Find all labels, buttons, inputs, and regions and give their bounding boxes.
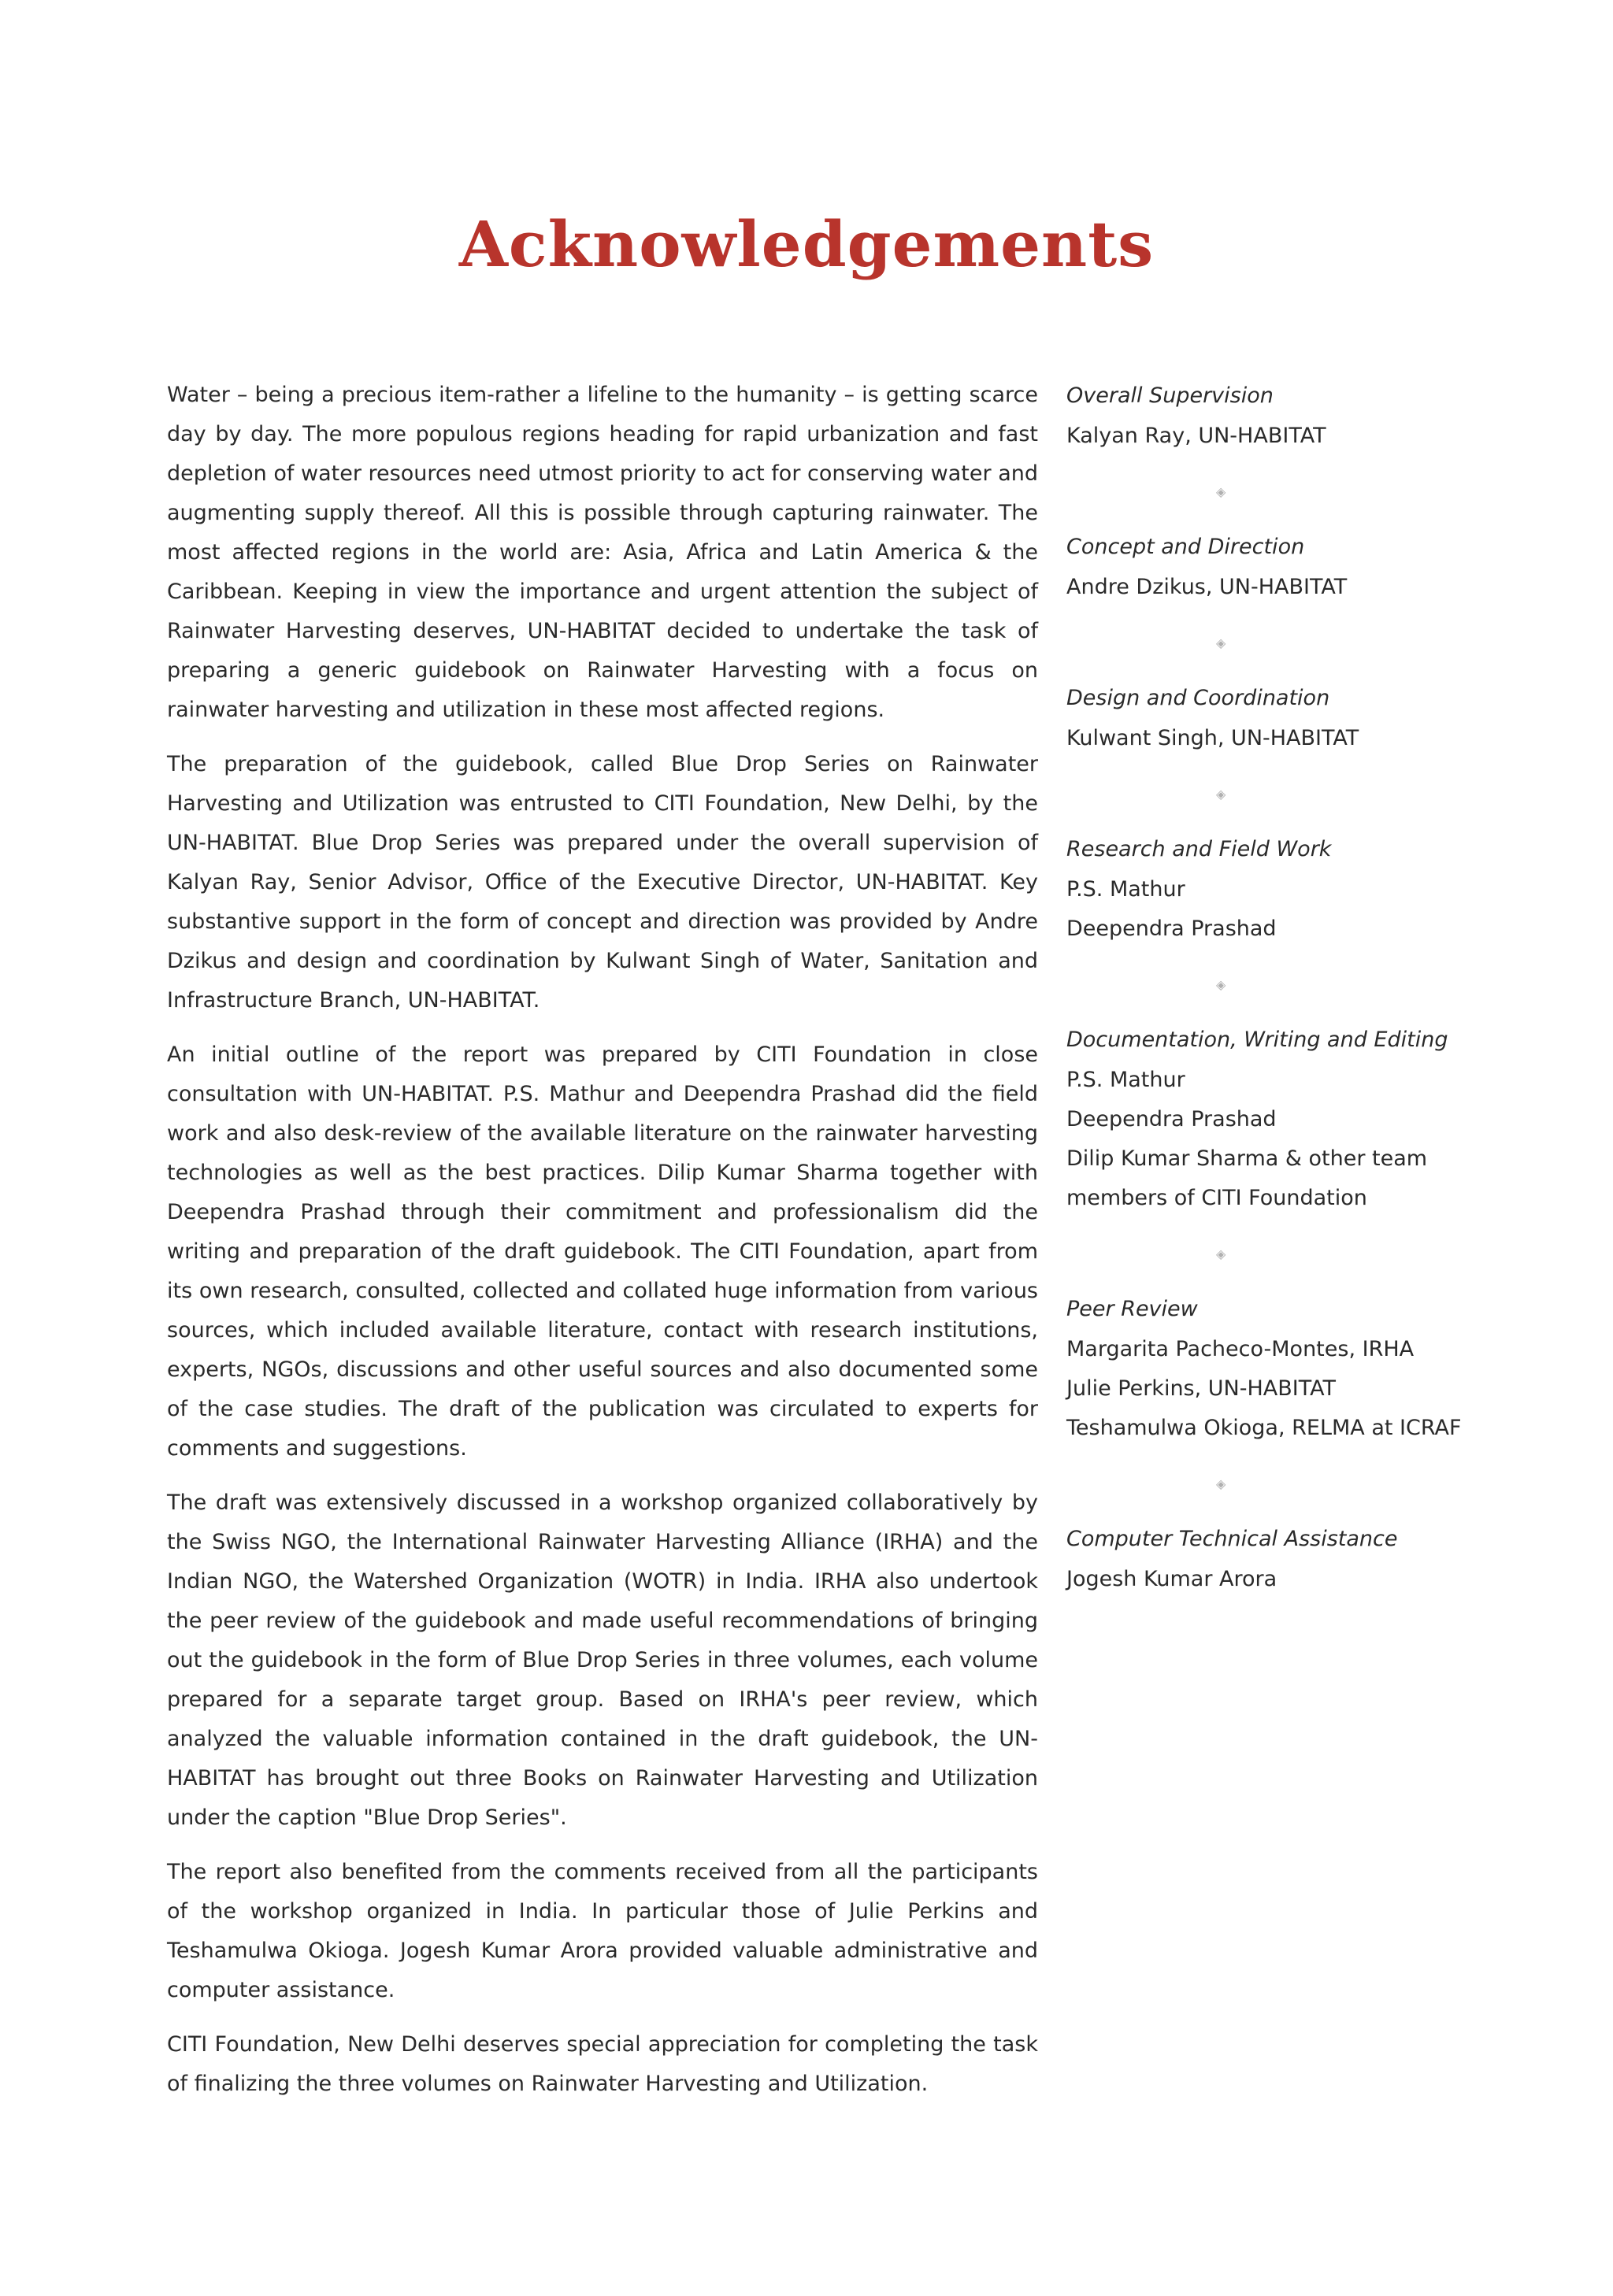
separator-ornament [1066,1218,1492,1289]
credit-name: Kalyan Ray, UN-HABITAT [1066,424,1326,448]
credit-name: Jogesh Kumar Arora [1066,1567,1277,1591]
credit-name: Deependra Prashad [1066,1107,1277,1131]
credit-name: Teshamulwa Okioga, RELMA at ICRAF [1066,1416,1462,1440]
paragraph: CITI Foundation, New Delhi deserves special appreciation for completing the task of finalizing the three volumes on Rainwater Harvesting and Utilization. [167,2032,1038,2096]
paragraph: Water – being a precious item-rather a lifeline to the humanity – is getting scarce day by day. The more populous regions heading for rapid urbanization and fast depletion of water resources need utmost priority to act for conserving water and augmenting supply thereof. All this is possible through capturing rainwater. The most affected regions in the world are: Asia, Africa and Latin America & the Caribbean. Keeping in view the importance and urgent attention the subject of Rainwater Harvesting deserves, UN-HABITAT decided to undertake the task of preparing a generic guidebook on Rainwater Harvesting with a focus on rainwater harvesting and utilization in these most affected regions. [167,383,1038,722]
credit-role: Overall Supervision [1066,383,1274,408]
credit-name: Dilip Kumar Sharma & other team members of CITI Foundation [1066,1146,1428,1210]
credits-sidebar [1066,376,1492,1599]
credit-name: P.S. Mathur [1066,1068,1185,1092]
diamond-icon: ◈ [1216,635,1226,650]
separator-ornament [1066,758,1492,829]
credit-role: Peer Review [1066,1297,1198,1321]
credit-group [1066,1519,1492,1599]
separator-ornament [1066,456,1492,527]
diamond-icon: ◈ [1216,786,1226,802]
credit-role: Computer Technical Assistance [1066,1527,1398,1551]
paragraph: The report also benefited from the comments received from all the participants of the workshop organized in India. In particular those of Julie Perkins and Teshamulwa Okioga. Jogesh Kumar Arora provided valuable administrative and computer assistance. [167,1860,1038,2002]
credit-name: Deependra Prashad [1066,917,1277,941]
body-text [167,376,1038,2119]
credit-name: Andre Dzikus, UN-HABITAT [1066,575,1348,599]
separator-ornament [1066,607,1492,678]
credit-name: Julie Perkins, UN-HABITAT [1066,1376,1337,1401]
diamond-icon: ◈ [1216,976,1226,992]
paragraph: An initial outline of the report was prepared by CITI Foundation in close consultation with UN-HABITAT. P.S. Mathur and Deependra Prashad did the field work and also desk-review of the available literature on the rainwater harvesting technologies as well as the best practices. Dilip Kumar Sharma together with Deependra Prashad through their commitment and professionalism did the writing and preparation of the draft guidebook. The CITI Foundation, apart from its own research, consulted, collected and collated huge information from various sources, which included available literature, contact with research institutions, experts, NGOs, discussions and other useful sources and also documented some of the case studies. The draft of the publication was circulated to experts for comments and suggestions. [167,1042,1038,1461]
diamond-icon: ◈ [1216,1476,1226,1491]
credit-role: Documentation, Writing and Editing [1066,1028,1448,1052]
credit-role: Concept and Direction [1066,535,1305,559]
credit-group [1066,376,1492,456]
credit-group [1066,829,1492,949]
credit-group [1066,1020,1492,1218]
paragraph: The draft was extensively discussed in a workshop organized collaboratively by the Swiss NGO, the International Rainwater Harvesting Alliance (IRHA) and the Indian NGO, the Watershed Organization (WOTR) in India. IRHA also undertook the peer review of the guidebook and made useful recommendations of bringing out the guidebook in the form of Blue Drop Series in three volumes, each volume prepared for a separate target group. Based on IRHA's peer review, which analyzed the valuable information contained in the draft guidebook, the UN-HABITAT has brought out three Books on Rainwater Harvesting and Utilization under the caption "Blue Drop Series". [167,1491,1038,1830]
credit-role: Research and Field Work [1066,837,1332,861]
page-title: Acknowledgements [458,207,1155,281]
credit-name: P.S. Mathur [1066,877,1185,902]
credit-name: Kulwant Singh, UN-HABITAT [1066,726,1359,750]
credit-name: Margarita Pacheco-Montes, IRHA [1066,1337,1415,1361]
diamond-icon: ◈ [1216,1246,1226,1261]
separator-ornament [1066,949,1492,1020]
credit-group [1066,527,1492,607]
credit-group [1066,678,1492,758]
separator-ornament [1066,1448,1492,1519]
credit-group [1066,1289,1492,1448]
credit-role: Design and Coordination [1066,686,1330,710]
paragraph: The preparation of the guidebook, called Blue Drop Series on Rainwater Harvesting and Utilization was entrusted to CITI Foundation, New Delhi, by the UN-HABITAT. Blue Drop Series was prepared under the overall supervision of Kalyan Ray, Senior Advisor, Office of the Executive Director, UN-HABITAT. Key substantive support in the form of concept and direction was provided by Andre Dzikus and design and coordination by Kulwant Singh of Water, Sanitation and Infrastructure Branch, UN-HABITAT. [167,752,1038,1013]
diamond-icon: ◈ [1216,483,1226,499]
